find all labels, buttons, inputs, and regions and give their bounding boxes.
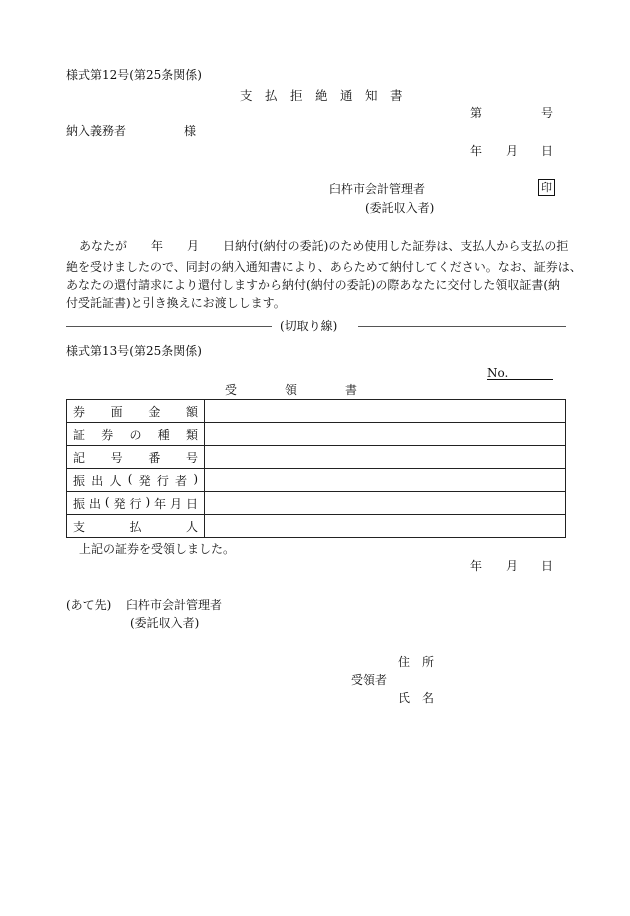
notice-body-line-2: 絶を受けましたので、同封の納入通知書により、あらためて納付してください。なお、証券は、 [66, 260, 582, 274]
table-row [67, 446, 566, 469]
addressee-label: (あて先) [66, 598, 112, 612]
row-label-issue-date [67, 492, 205, 515]
label-char: 発 [113, 496, 126, 511]
payer-honorific: 様 [184, 124, 197, 138]
label-char: 月 [170, 496, 183, 511]
label-char: 金 [148, 404, 161, 419]
row-value-payer[interactable] [205, 515, 566, 538]
notice-date-day: 日 [541, 144, 554, 158]
receipt-statement: 上記の証券を受領しました。 [79, 542, 236, 556]
label-text [73, 495, 198, 512]
label-text [73, 518, 198, 535]
label-char: 人 [185, 519, 198, 534]
row-label-face-value [67, 400, 205, 423]
label-char: 行 [156, 473, 169, 488]
label-char: ( [127, 471, 133, 486]
label-char: ) [145, 494, 151, 509]
notice-body-line-4: 付受託証書)と引き換えにお渡しします。 [66, 296, 286, 310]
notice-sender: 臼杵市会計管理者 [329, 182, 426, 196]
cut-line-left [66, 326, 272, 327]
label-char: 年 [154, 496, 167, 511]
label-char: 証 [73, 427, 86, 442]
label-char: 面 [110, 404, 123, 419]
label-char: 記 [73, 450, 86, 465]
label-char: 券 [73, 404, 86, 419]
row-value-face-value[interactable] [205, 400, 566, 423]
receipt-date-month: 月 [506, 559, 519, 573]
label-char: ( [104, 494, 110, 509]
label-char: 出 [91, 473, 104, 488]
receiver-name-label: 氏 名 [398, 691, 435, 705]
receipt-number [487, 367, 553, 380]
receiver-label: 受領者 [351, 673, 388, 687]
notice-delegate: (委託収入者) [365, 201, 435, 215]
label-char: ) [193, 471, 198, 486]
seal-mark [538, 181, 555, 193]
receipt-table [66, 399, 566, 538]
receipt-no-label: No. [487, 367, 553, 380]
row-value-serial-number[interactable] [205, 446, 566, 469]
row-value-issue-date[interactable] [205, 492, 566, 515]
label-char: 出 [88, 496, 101, 511]
label-text [73, 449, 198, 466]
seal-label: 印 [538, 179, 555, 196]
notice-title: 支 払 拒 絶 通 知 書 [240, 88, 403, 103]
receipt-form-number: 様式第13号(第25条関係) [66, 344, 202, 358]
notice-form-number: 様式第12号(第25条関係) [66, 68, 202, 82]
label-char: 支 [73, 519, 86, 534]
notice-date-year: 年 [470, 144, 483, 158]
addressee-delegate: (委託収入者) [130, 616, 200, 630]
label-char: 種 [157, 427, 170, 442]
row-label-security-type [67, 423, 205, 446]
label-text [73, 426, 198, 443]
label-char: の [129, 427, 142, 442]
table-row [67, 492, 566, 515]
label-char: 額 [185, 404, 198, 419]
receipt-date-day: 日 [541, 559, 554, 573]
label-char: 号 [110, 450, 123, 465]
row-value-issuer[interactable] [205, 469, 566, 492]
label-char: 行 [129, 496, 142, 511]
label-text [73, 403, 198, 420]
label-char: 人 [109, 473, 122, 488]
table-row [67, 423, 566, 446]
label-char: 者 [175, 473, 188, 488]
label-char: 振 [73, 473, 86, 488]
notice-body-line-1: あなたが 年 月 日納付(納付の委託)のため使用した証券は、支払人から支払の拒 [79, 239, 569, 253]
label-char: 類 [185, 427, 198, 442]
payer-label: 納入義務者 [66, 124, 127, 138]
row-value-security-type[interactable] [205, 423, 566, 446]
notice-number-go: 号 [541, 106, 554, 120]
label-char: 番 [148, 450, 161, 465]
table-row [67, 469, 566, 492]
notice-body-line-3: あなたの還付請求により還付しますから納付(納付の委託)の際あなたに交付した領収証書(納 [66, 278, 561, 292]
addressee-name: 臼杵市会計管理者 [126, 598, 223, 612]
label-char: 払 [129, 519, 142, 534]
notice-date-month: 月 [506, 144, 519, 158]
label-char: 発 [138, 473, 151, 488]
label-text [73, 472, 198, 489]
row-label-payer [67, 515, 205, 538]
receipt-title: 受 領 書 [225, 383, 358, 397]
receiver-address-label: 住 所 [398, 655, 435, 669]
row-label-serial-number [67, 446, 205, 469]
table-row [67, 515, 566, 538]
cut-line-label: (切取り線) [280, 319, 338, 333]
receipt-date-year: 年 [470, 559, 483, 573]
label-char: 振 [73, 496, 86, 511]
cut-line-right [358, 326, 566, 327]
table-row [67, 400, 566, 423]
label-char: 券 [101, 427, 114, 442]
notice-number-dai: 第 [470, 106, 483, 120]
label-char: 号 [185, 450, 198, 465]
label-char: 日 [185, 496, 198, 511]
row-label-issuer [67, 469, 205, 492]
